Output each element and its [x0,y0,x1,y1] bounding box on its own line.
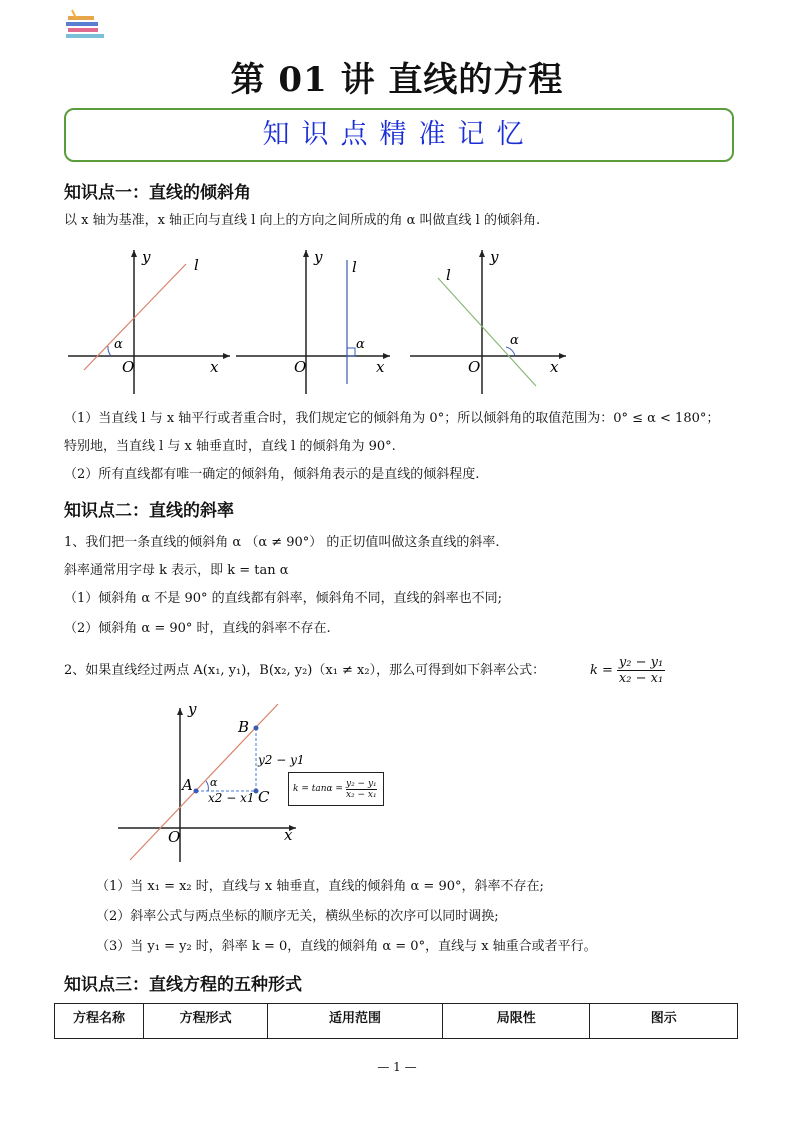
section-heading-2: 知识点二：直线的斜率 [64,501,234,521]
section-banner: 知识点精准记忆 [64,108,734,162]
table-header-row [55,1004,738,1039]
slope-formula-box: k = tanα = $\frac{\text{y₂ − y₁}}{\text{x₂ − x₁}}$ [288,772,384,806]
svg-text:l: l [194,256,199,274]
svg-text:y: y [142,248,151,266]
two-point-figure [110,700,310,868]
two-point-intro: 2、如果直线经过两点 A(x₁, y₁)，B(x₂, y₂)（x₁ ≠ x₂），那么可得到如下斜率公式： [64,663,546,678]
stacked-books-icon [62,8,108,42]
svg-text:O: O [294,358,307,376]
two-point-note-2: （2）斜率公式与两点坐标的顺序无关，横纵坐标的次序可以同时调换; [96,909,499,924]
svg-text:x2 − x1: x2 − x1 [208,791,255,805]
svg-text:C: C [258,788,270,806]
svg-text:y: y [188,700,197,718]
two-point-note-1: （1）当 x₁ = x₂ 时，直线与 x 轴垂直，直线的倾斜角 α = 90°，斜率不存在; [96,879,544,894]
svg-text:y: y [314,248,323,266]
table-header-cell: 方程名称 [55,1004,144,1039]
inclination-definition: 以 x 轴为基准，x 轴正向与直线 l 向上的方向之间所成的角 α 叫做直线 l 的倾斜角. [64,213,541,228]
svg-text:α: α [210,776,218,789]
svg-text:α: α [356,337,365,352]
svg-text:x: x [210,358,219,376]
table-header-cell: 方程形式 [144,1004,268,1039]
inclination-figures [60,244,580,394]
inclination-note-1a: （1）当直线 l 与 x 轴平行或者重合时，我们规定它的倾斜角为 0°；所以倾斜角的取值范围为：0° ≤ α < 180°； [64,411,720,426]
slope-note-2: （2）倾斜角 α = 90° 时，直线的斜率不存在. [64,621,331,636]
table-header-cell: 适用范围 [268,1004,443,1039]
slope-definition: 1、我们把一条直线的倾斜角 α （α ≠ 90°） 的正切值叫做这条直线的斜率. [64,535,500,550]
svg-text:O: O [122,358,135,376]
two-point-note-3: （3）当 y₁ = y₂ 时，斜率 k = 0，直线的倾斜角 α = 0°，直线与 x 轴重合或者平行。 [96,939,597,954]
svg-text:α: α [114,337,123,352]
svg-text:O: O [168,828,181,846]
svg-text:x: x [376,358,385,376]
page-title: 第 01 讲 直线的方程 [230,60,564,100]
svg-text:A: A [182,776,193,794]
inclination-note-2: （2）所有直线都有唯一确定的倾斜角，倾斜角表示的是直线的倾斜程度. [64,467,480,482]
slope-note-1: （1）倾斜角 α 不是 90° 的直线都有斜率，倾斜角不同，直线的斜率也不同; [64,591,503,606]
svg-text:l: l [446,266,451,284]
svg-text:x: x [284,826,293,844]
equation-forms-table [54,1003,738,1039]
figure-acute-angle [68,248,230,394]
section-heading-3: 知识点三：直线方程的五种形式 [64,975,302,995]
svg-text:l: l [352,258,357,276]
svg-text:α: α [510,333,519,348]
svg-text:O: O [468,358,481,376]
table-header-cell: 局限性 [442,1004,590,1039]
figure-right-angle [236,248,390,394]
inclination-note-1b: 特别地，当直线 l 与 x 轴垂直时，直线 l 的倾斜角为 90°. [64,439,396,454]
table-header-cell: 图示 [590,1004,738,1039]
svg-text:y: y [490,248,499,266]
section-heading-1: 知识点一：直线的倾斜角 [64,183,251,203]
figure-obtuse-angle [410,248,566,394]
svg-text:B: B [238,718,250,736]
slope-formula: k = $\frac{\text{y₂ − y₁}}{\text{x₂ − x₁}}$ [590,655,664,686]
slope-notation: 斜率通常用字母 k 表示，即 k = tan α [64,563,289,578]
svg-text:y2 − y1: y2 − y1 [258,753,305,767]
page-number: — 1 — [377,1060,417,1074]
svg-text:x: x [550,358,559,376]
